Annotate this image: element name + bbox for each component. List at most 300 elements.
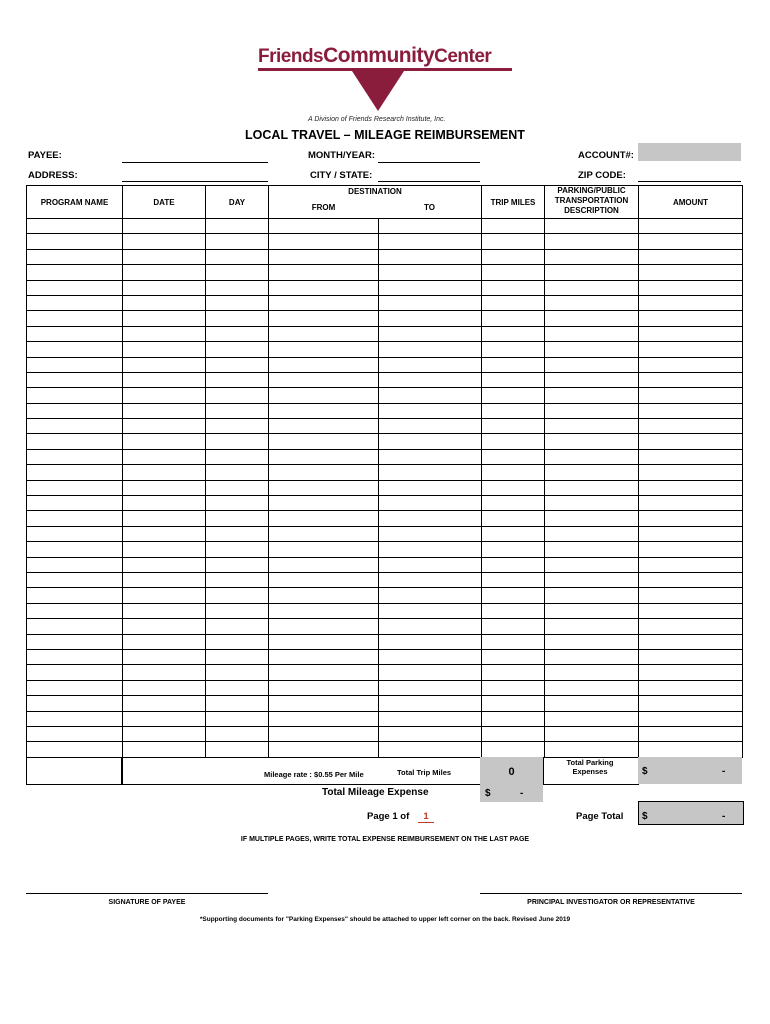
- table-cell[interactable]: [378, 388, 482, 403]
- table-cell[interactable]: [482, 711, 545, 726]
- table-cell[interactable]: [378, 326, 482, 341]
- table-cell[interactable]: [545, 619, 639, 634]
- table-cell[interactable]: [269, 496, 379, 511]
- table-cell[interactable]: [269, 326, 379, 341]
- table-cell[interactable]: [545, 265, 639, 280]
- table-cell[interactable]: [545, 219, 639, 234]
- table-cell[interactable]: [639, 603, 743, 618]
- table-cell[interactable]: [269, 588, 379, 603]
- table-cell[interactable]: [123, 265, 206, 280]
- table-cell[interactable]: [27, 634, 123, 649]
- table-cell[interactable]: [545, 649, 639, 664]
- table-cell[interactable]: [639, 311, 743, 326]
- table-cell[interactable]: [639, 357, 743, 372]
- table-cell[interactable]: [206, 372, 269, 387]
- table-cell[interactable]: [545, 588, 639, 603]
- table-cell[interactable]: [639, 557, 743, 572]
- table-cell[interactable]: [206, 388, 269, 403]
- table-cell[interactable]: [269, 696, 379, 711]
- table-cell[interactable]: [378, 680, 482, 695]
- table-cell[interactable]: [123, 665, 206, 680]
- table-cell[interactable]: [269, 372, 379, 387]
- table-cell[interactable]: [482, 234, 545, 249]
- table-cell[interactable]: [123, 372, 206, 387]
- payee-field[interactable]: [122, 162, 268, 163]
- table-cell[interactable]: [545, 465, 639, 480]
- table-cell[interactable]: [269, 726, 379, 741]
- table-cell[interactable]: [545, 726, 639, 741]
- table-cell[interactable]: [27, 372, 123, 387]
- table-cell[interactable]: [545, 403, 639, 418]
- table-cell[interactable]: [482, 680, 545, 695]
- table-cell[interactable]: [123, 680, 206, 695]
- table-cell[interactable]: [378, 280, 482, 295]
- table-cell[interactable]: [27, 219, 123, 234]
- page-count[interactable]: 1: [418, 811, 434, 823]
- table-cell[interactable]: [27, 696, 123, 711]
- table-cell[interactable]: [123, 280, 206, 295]
- table-cell[interactable]: [269, 342, 379, 357]
- table-cell[interactable]: [378, 572, 482, 587]
- table-cell[interactable]: [482, 219, 545, 234]
- table-cell[interactable]: [482, 634, 545, 649]
- table-cell[interactable]: [123, 542, 206, 557]
- table-cell[interactable]: [123, 711, 206, 726]
- table-cell[interactable]: [206, 634, 269, 649]
- table-cell[interactable]: [269, 680, 379, 695]
- table-cell[interactable]: [123, 496, 206, 511]
- table-cell[interactable]: [123, 696, 206, 711]
- table-cell[interactable]: [482, 572, 545, 587]
- table-cell[interactable]: [482, 726, 545, 741]
- table-cell[interactable]: [639, 342, 743, 357]
- table-cell[interactable]: [378, 403, 482, 418]
- table-cell[interactable]: [123, 572, 206, 587]
- table-cell[interactable]: [269, 311, 379, 326]
- table-cell[interactable]: [639, 403, 743, 418]
- table-cell[interactable]: [482, 649, 545, 664]
- table-cell[interactable]: [269, 511, 379, 526]
- table-cell[interactable]: [378, 219, 482, 234]
- table-cell[interactable]: [378, 295, 482, 310]
- table-cell[interactable]: [27, 619, 123, 634]
- table-cell[interactable]: [378, 542, 482, 557]
- table-cell[interactable]: [482, 295, 545, 310]
- table-cell[interactable]: [639, 634, 743, 649]
- table-cell[interactable]: [482, 496, 545, 511]
- table-cell[interactable]: [123, 511, 206, 526]
- table-cell[interactable]: [639, 588, 743, 603]
- table-cell[interactable]: [123, 311, 206, 326]
- table-cell[interactable]: [206, 449, 269, 464]
- table-cell[interactable]: [269, 634, 379, 649]
- table-cell[interactable]: [27, 742, 123, 757]
- table-cell[interactable]: [378, 711, 482, 726]
- table-cell[interactable]: [545, 280, 639, 295]
- table-cell[interactable]: [482, 665, 545, 680]
- table-cell[interactable]: [482, 511, 545, 526]
- table-cell[interactable]: [378, 634, 482, 649]
- table-cell[interactable]: [206, 619, 269, 634]
- table-cell[interactable]: [482, 311, 545, 326]
- table-cell[interactable]: [482, 434, 545, 449]
- table-cell[interactable]: [378, 726, 482, 741]
- table-cell[interactable]: [27, 295, 123, 310]
- table-cell[interactable]: [482, 388, 545, 403]
- table-cell[interactable]: [27, 234, 123, 249]
- table-cell[interactable]: [206, 665, 269, 680]
- table-cell[interactable]: [378, 557, 482, 572]
- table-cell[interactable]: [639, 526, 743, 541]
- table-cell[interactable]: [639, 465, 743, 480]
- table-cell[interactable]: [123, 634, 206, 649]
- table-cell[interactable]: [378, 496, 482, 511]
- account-field[interactable]: [638, 143, 741, 161]
- table-cell[interactable]: [378, 311, 482, 326]
- payee-signature-line[interactable]: [26, 893, 268, 894]
- table-cell[interactable]: [378, 696, 482, 711]
- table-cell[interactable]: [545, 526, 639, 541]
- table-cell[interactable]: [206, 403, 269, 418]
- table-cell[interactable]: [639, 619, 743, 634]
- table-cell[interactable]: [545, 311, 639, 326]
- table-cell[interactable]: [27, 572, 123, 587]
- table-cell[interactable]: [27, 419, 123, 434]
- table-cell[interactable]: [123, 295, 206, 310]
- table-cell[interactable]: [269, 434, 379, 449]
- table-cell[interactable]: [639, 219, 743, 234]
- zip-label: ZIP CODE:: [578, 170, 626, 181]
- table-cell[interactable]: [482, 465, 545, 480]
- table-cell[interactable]: [639, 511, 743, 526]
- table-cell[interactable]: [206, 696, 269, 711]
- table-cell[interactable]: [545, 557, 639, 572]
- table-row: [27, 726, 743, 741]
- table-cell[interactable]: [206, 726, 269, 741]
- table-cell[interactable]: [123, 603, 206, 618]
- table-cell[interactable]: [206, 465, 269, 480]
- table-cell[interactable]: [639, 249, 743, 264]
- table-cell[interactable]: [123, 742, 206, 757]
- table-cell[interactable]: [482, 696, 545, 711]
- table-cell[interactable]: [378, 480, 482, 495]
- table-cell[interactable]: [545, 542, 639, 557]
- table-row: [27, 311, 743, 326]
- col-day: [206, 186, 269, 219]
- table-cell[interactable]: [123, 219, 206, 234]
- table-cell[interactable]: [27, 480, 123, 495]
- table-cell[interactable]: [639, 265, 743, 280]
- table-cell[interactable]: [206, 219, 269, 234]
- table-row: [27, 403, 743, 418]
- table-header-row: [27, 186, 743, 219]
- table-cell[interactable]: [27, 526, 123, 541]
- table-cell[interactable]: [378, 742, 482, 757]
- table-cell[interactable]: [639, 711, 743, 726]
- table-cell[interactable]: [482, 603, 545, 618]
- table-cell[interactable]: [206, 357, 269, 372]
- table-cell[interactable]: [206, 588, 269, 603]
- table-cell[interactable]: [269, 265, 379, 280]
- table-cell[interactable]: [269, 249, 379, 264]
- table-cell[interactable]: [482, 372, 545, 387]
- table-cell[interactable]: [545, 496, 639, 511]
- table-cell[interactable]: [123, 234, 206, 249]
- table-cell[interactable]: [639, 480, 743, 495]
- table-cell[interactable]: [639, 419, 743, 434]
- table-cell[interactable]: [206, 295, 269, 310]
- table-row: [27, 572, 743, 587]
- table-cell[interactable]: [206, 480, 269, 495]
- table-cell[interactable]: [639, 665, 743, 680]
- col-amount-label: AMOUNT: [672, 198, 709, 207]
- table-cell[interactable]: [123, 419, 206, 434]
- table-cell[interactable]: [269, 665, 379, 680]
- table-cell[interactable]: [27, 465, 123, 480]
- table-cell[interactable]: [269, 711, 379, 726]
- table-cell[interactable]: [545, 680, 639, 695]
- table-cell[interactable]: [269, 603, 379, 618]
- table-cell[interactable]: [482, 357, 545, 372]
- table-cell[interactable]: [27, 557, 123, 572]
- table-cell[interactable]: [269, 480, 379, 495]
- table-cell[interactable]: [545, 234, 639, 249]
- table-cell[interactable]: [378, 449, 482, 464]
- table-cell[interactable]: [482, 742, 545, 757]
- table-cell[interactable]: [639, 696, 743, 711]
- table-cell[interactable]: [269, 649, 379, 664]
- table-cell[interactable]: [378, 619, 482, 634]
- table-cell[interactable]: [27, 265, 123, 280]
- table-cell[interactable]: [545, 342, 639, 357]
- table-cell[interactable]: [378, 526, 482, 541]
- table-cell[interactable]: [482, 449, 545, 464]
- table-cell[interactable]: [482, 419, 545, 434]
- table-cell[interactable]: [269, 295, 379, 310]
- table-cell[interactable]: [123, 326, 206, 341]
- table-cell[interactable]: [639, 326, 743, 341]
- city-state-label: CITY / STATE:: [310, 170, 373, 181]
- table-cell[interactable]: [27, 357, 123, 372]
- table-cell[interactable]: [639, 434, 743, 449]
- table-cell[interactable]: [123, 357, 206, 372]
- table-cell[interactable]: [482, 280, 545, 295]
- table-cell[interactable]: [123, 649, 206, 664]
- table-cell[interactable]: [269, 403, 379, 418]
- table-cell[interactable]: [206, 265, 269, 280]
- table-cell[interactable]: [269, 357, 379, 372]
- table-cell[interactable]: [545, 357, 639, 372]
- table-cell[interactable]: [269, 572, 379, 587]
- table-cell[interactable]: [378, 234, 482, 249]
- table-cell[interactable]: [639, 449, 743, 464]
- table-cell[interactable]: [27, 542, 123, 557]
- table-cell[interactable]: [482, 557, 545, 572]
- table-cell[interactable]: [545, 449, 639, 464]
- table-cell[interactable]: [123, 588, 206, 603]
- city-state-field[interactable]: [378, 181, 480, 182]
- table-cell[interactable]: [482, 480, 545, 495]
- table-cell[interactable]: [378, 511, 482, 526]
- table-cell[interactable]: [27, 665, 123, 680]
- table-cell[interactable]: [482, 249, 545, 264]
- table-cell[interactable]: [269, 219, 379, 234]
- table-cell[interactable]: [123, 449, 206, 464]
- table-cell[interactable]: [639, 572, 743, 587]
- table-cell[interactable]: [378, 465, 482, 480]
- table-cell[interactable]: [482, 542, 545, 557]
- table-cell[interactable]: [639, 280, 743, 295]
- table-cell[interactable]: [482, 526, 545, 541]
- table-cell[interactable]: [206, 249, 269, 264]
- table-cell[interactable]: [378, 342, 482, 357]
- table-cell[interactable]: [639, 372, 743, 387]
- table-cell[interactable]: [482, 588, 545, 603]
- table-cell[interactable]: [269, 388, 379, 403]
- table-cell[interactable]: [206, 557, 269, 572]
- table-cell[interactable]: [378, 265, 482, 280]
- table-cell[interactable]: [639, 234, 743, 249]
- table-cell[interactable]: [27, 434, 123, 449]
- table-cell[interactable]: [482, 403, 545, 418]
- table-cell[interactable]: [123, 526, 206, 541]
- table-cell[interactable]: [378, 434, 482, 449]
- table-cell[interactable]: [27, 342, 123, 357]
- table-cell[interactable]: [27, 311, 123, 326]
- table-cell[interactable]: [206, 342, 269, 357]
- table-cell[interactable]: [545, 480, 639, 495]
- parking-currency: $: [642, 766, 648, 777]
- table-cell[interactable]: [378, 649, 482, 664]
- table-cell[interactable]: [27, 711, 123, 726]
- table-cell[interactable]: [269, 234, 379, 249]
- table-cell[interactable]: [123, 342, 206, 357]
- table-cell[interactable]: [639, 649, 743, 664]
- table-cell[interactable]: [27, 496, 123, 511]
- table-cell[interactable]: [482, 265, 545, 280]
- table-cell[interactable]: [206, 419, 269, 434]
- table-cell[interactable]: [206, 311, 269, 326]
- table-cell[interactable]: [123, 619, 206, 634]
- table-cell[interactable]: [545, 295, 639, 310]
- table-cell[interactable]: [378, 603, 482, 618]
- table-cell[interactable]: [123, 403, 206, 418]
- table-cell[interactable]: [378, 419, 482, 434]
- table-cell[interactable]: [123, 480, 206, 495]
- month-year-field[interactable]: [378, 162, 480, 163]
- table-cell[interactable]: [545, 419, 639, 434]
- table-cell[interactable]: [639, 542, 743, 557]
- table-cell[interactable]: [27, 680, 123, 695]
- table-cell[interactable]: [206, 526, 269, 541]
- table-cell[interactable]: [269, 742, 379, 757]
- table-cell[interactable]: [27, 403, 123, 418]
- table-cell[interactable]: [639, 742, 743, 757]
- table-cell[interactable]: [545, 696, 639, 711]
- table-cell[interactable]: [206, 680, 269, 695]
- table-cell[interactable]: [545, 665, 639, 680]
- table-cell[interactable]: [123, 249, 206, 264]
- table-cell[interactable]: [378, 372, 482, 387]
- table-cell[interactable]: [378, 249, 482, 264]
- table-cell[interactable]: [482, 619, 545, 634]
- table-cell[interactable]: [206, 280, 269, 295]
- table-cell[interactable]: [206, 649, 269, 664]
- table-cell[interactable]: [123, 434, 206, 449]
- table-cell[interactable]: [269, 526, 379, 541]
- table-cell[interactable]: [545, 603, 639, 618]
- table-cell[interactable]: [206, 511, 269, 526]
- table-cell[interactable]: [27, 449, 123, 464]
- table-cell[interactable]: [482, 326, 545, 341]
- table-cell[interactable]: [27, 511, 123, 526]
- table-cell[interactable]: [269, 619, 379, 634]
- table-cell[interactable]: [206, 603, 269, 618]
- table-cell[interactable]: [545, 634, 639, 649]
- table-cell[interactable]: [378, 665, 482, 680]
- table-cell[interactable]: [206, 234, 269, 249]
- zip-field[interactable]: [638, 181, 741, 182]
- table-cell[interactable]: [123, 726, 206, 741]
- table-cell[interactable]: [545, 434, 639, 449]
- table-cell[interactable]: [545, 711, 639, 726]
- table-cell[interactable]: [269, 557, 379, 572]
- table-cell[interactable]: [545, 511, 639, 526]
- table-cell[interactable]: [206, 434, 269, 449]
- table-cell[interactable]: [545, 742, 639, 757]
- address-field[interactable]: [122, 181, 268, 182]
- table-cell[interactable]: [639, 295, 743, 310]
- table-cell[interactable]: [378, 588, 482, 603]
- table-cell[interactable]: [482, 342, 545, 357]
- table-cell[interactable]: [639, 680, 743, 695]
- multi-page-note: IF MULTIPLE PAGES, WRITE TOTAL EXPENSE REIMBURSEMENT ON THE LAST PAGE: [240, 836, 530, 843]
- table-cell[interactable]: [27, 280, 123, 295]
- table-cell[interactable]: [639, 388, 743, 403]
- table-cell[interactable]: [27, 726, 123, 741]
- table-cell[interactable]: [269, 465, 379, 480]
- pi-signature-line[interactable]: [480, 893, 742, 894]
- table-cell[interactable]: [27, 326, 123, 341]
- table-cell[interactable]: [123, 557, 206, 572]
- table-cell[interactable]: [27, 388, 123, 403]
- table-cell[interactable]: [639, 496, 743, 511]
- table-cell[interactable]: [206, 572, 269, 587]
- table-cell[interactable]: [123, 465, 206, 480]
- table-cell[interactable]: [27, 588, 123, 603]
- table-cell[interactable]: [269, 419, 379, 434]
- table-cell[interactable]: [123, 388, 206, 403]
- table-cell[interactable]: [206, 542, 269, 557]
- table-cell[interactable]: [545, 249, 639, 264]
- table-cell[interactable]: [206, 742, 269, 757]
- table-cell[interactable]: [27, 603, 123, 618]
- table-cell[interactable]: [269, 542, 379, 557]
- table-cell[interactable]: [545, 388, 639, 403]
- table-cell[interactable]: [206, 711, 269, 726]
- table-cell[interactable]: [27, 249, 123, 264]
- table-cell[interactable]: [545, 572, 639, 587]
- table-cell[interactable]: [545, 326, 639, 341]
- table-cell[interactable]: [545, 372, 639, 387]
- table-cell[interactable]: [378, 357, 482, 372]
- table-cell[interactable]: [269, 280, 379, 295]
- table-cell[interactable]: [269, 449, 379, 464]
- table-cell[interactable]: [639, 726, 743, 741]
- table-cell[interactable]: [27, 649, 123, 664]
- table-cell[interactable]: [206, 496, 269, 511]
- table-cell[interactable]: [206, 326, 269, 341]
